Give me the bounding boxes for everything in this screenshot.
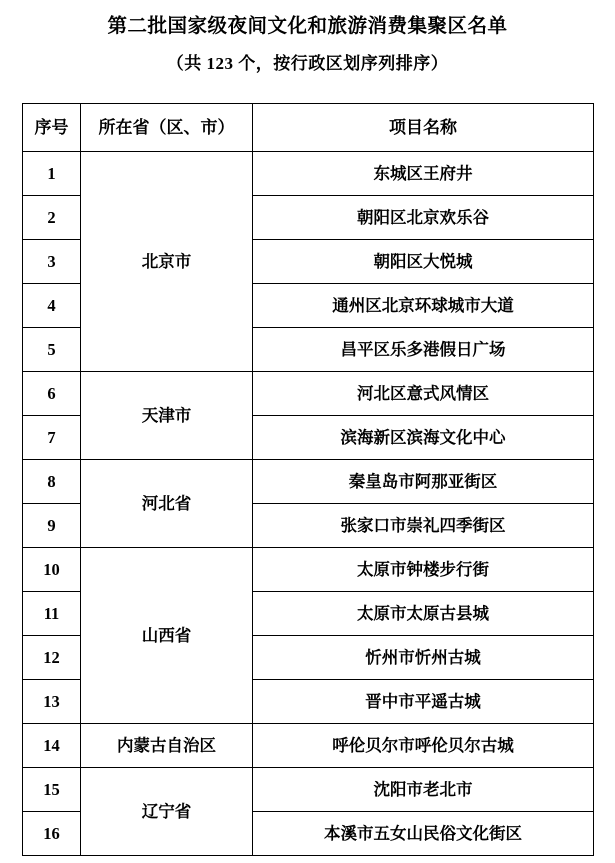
cell-province: 天津市 <box>81 372 253 460</box>
table-row <box>23 460 594 504</box>
column-header-project-name: 项目名称 <box>253 104 594 152</box>
cell-project-name: 张家口市崇礼四季街区 <box>253 504 594 548</box>
cell-province: 内蒙古自治区 <box>81 724 253 768</box>
cell-index: 5 <box>23 328 81 372</box>
cell-project-name: 沈阳市老北市 <box>253 768 594 812</box>
cell-project-name: 呼伦贝尔市呼伦贝尔古城 <box>253 724 594 768</box>
cell-project-name: 晋中市平遥古城 <box>253 680 594 724</box>
cell-index: 14 <box>23 724 81 768</box>
table-head <box>23 104 594 152</box>
listing-table <box>22 103 594 856</box>
cell-project-name: 本溪市五女山民俗文化街区 <box>253 812 594 856</box>
cell-index: 6 <box>23 372 81 416</box>
cell-project-name: 东城区王府井 <box>253 152 594 196</box>
cell-project-name: 昌平区乐多港假日广场 <box>253 328 594 372</box>
cell-project-name: 朝阳区北京欢乐谷 <box>253 196 594 240</box>
cell-index: 4 <box>23 284 81 328</box>
cell-index: 15 <box>23 768 81 812</box>
cell-province: 山西省 <box>81 548 253 724</box>
cell-index: 12 <box>23 636 81 680</box>
column-header-province: 所在省（区、市） <box>81 104 253 152</box>
cell-project-name: 河北区意式风情区 <box>253 372 594 416</box>
table-row <box>23 372 594 416</box>
page-subtitle: （共 123 个，按行政区划序列排序） <box>166 54 449 74</box>
cell-project-name: 忻州市忻州古城 <box>253 636 594 680</box>
cell-project-name: 朝阳区大悦城 <box>253 240 594 284</box>
table-row <box>23 724 594 768</box>
cell-province: 辽宁省 <box>81 768 253 856</box>
cell-index: 9 <box>23 504 81 548</box>
table-body <box>23 152 594 856</box>
cell-province: 北京市 <box>81 152 253 372</box>
cell-project-name: 秦皇岛市阿那亚街区 <box>253 460 594 504</box>
cell-project-name: 通州区北京环球城市大道 <box>253 284 594 328</box>
page-title: 第二批国家级夜间文化和旅游消费集聚区名单 <box>107 16 508 37</box>
cell-index: 7 <box>23 416 81 460</box>
table-row <box>23 548 594 592</box>
cell-index: 16 <box>23 812 81 856</box>
cell-index: 1 <box>23 152 81 196</box>
cell-index: 2 <box>23 196 81 240</box>
table-header-row <box>23 104 594 152</box>
cell-index: 11 <box>23 592 81 636</box>
cell-province: 河北省 <box>81 460 253 548</box>
table-row <box>23 152 594 196</box>
table-row <box>23 768 594 812</box>
cell-project-name: 太原市太原古县城 <box>253 592 594 636</box>
document-page <box>0 14 615 863</box>
column-header-index: 序号 <box>23 104 81 152</box>
cell-index: 3 <box>23 240 81 284</box>
cell-index: 13 <box>23 680 81 724</box>
cell-project-name: 太原市钟楼步行街 <box>253 548 594 592</box>
cell-project-name: 滨海新区滨海文化中心 <box>253 416 594 460</box>
cell-index: 8 <box>23 460 81 504</box>
cell-index: 10 <box>23 548 81 592</box>
